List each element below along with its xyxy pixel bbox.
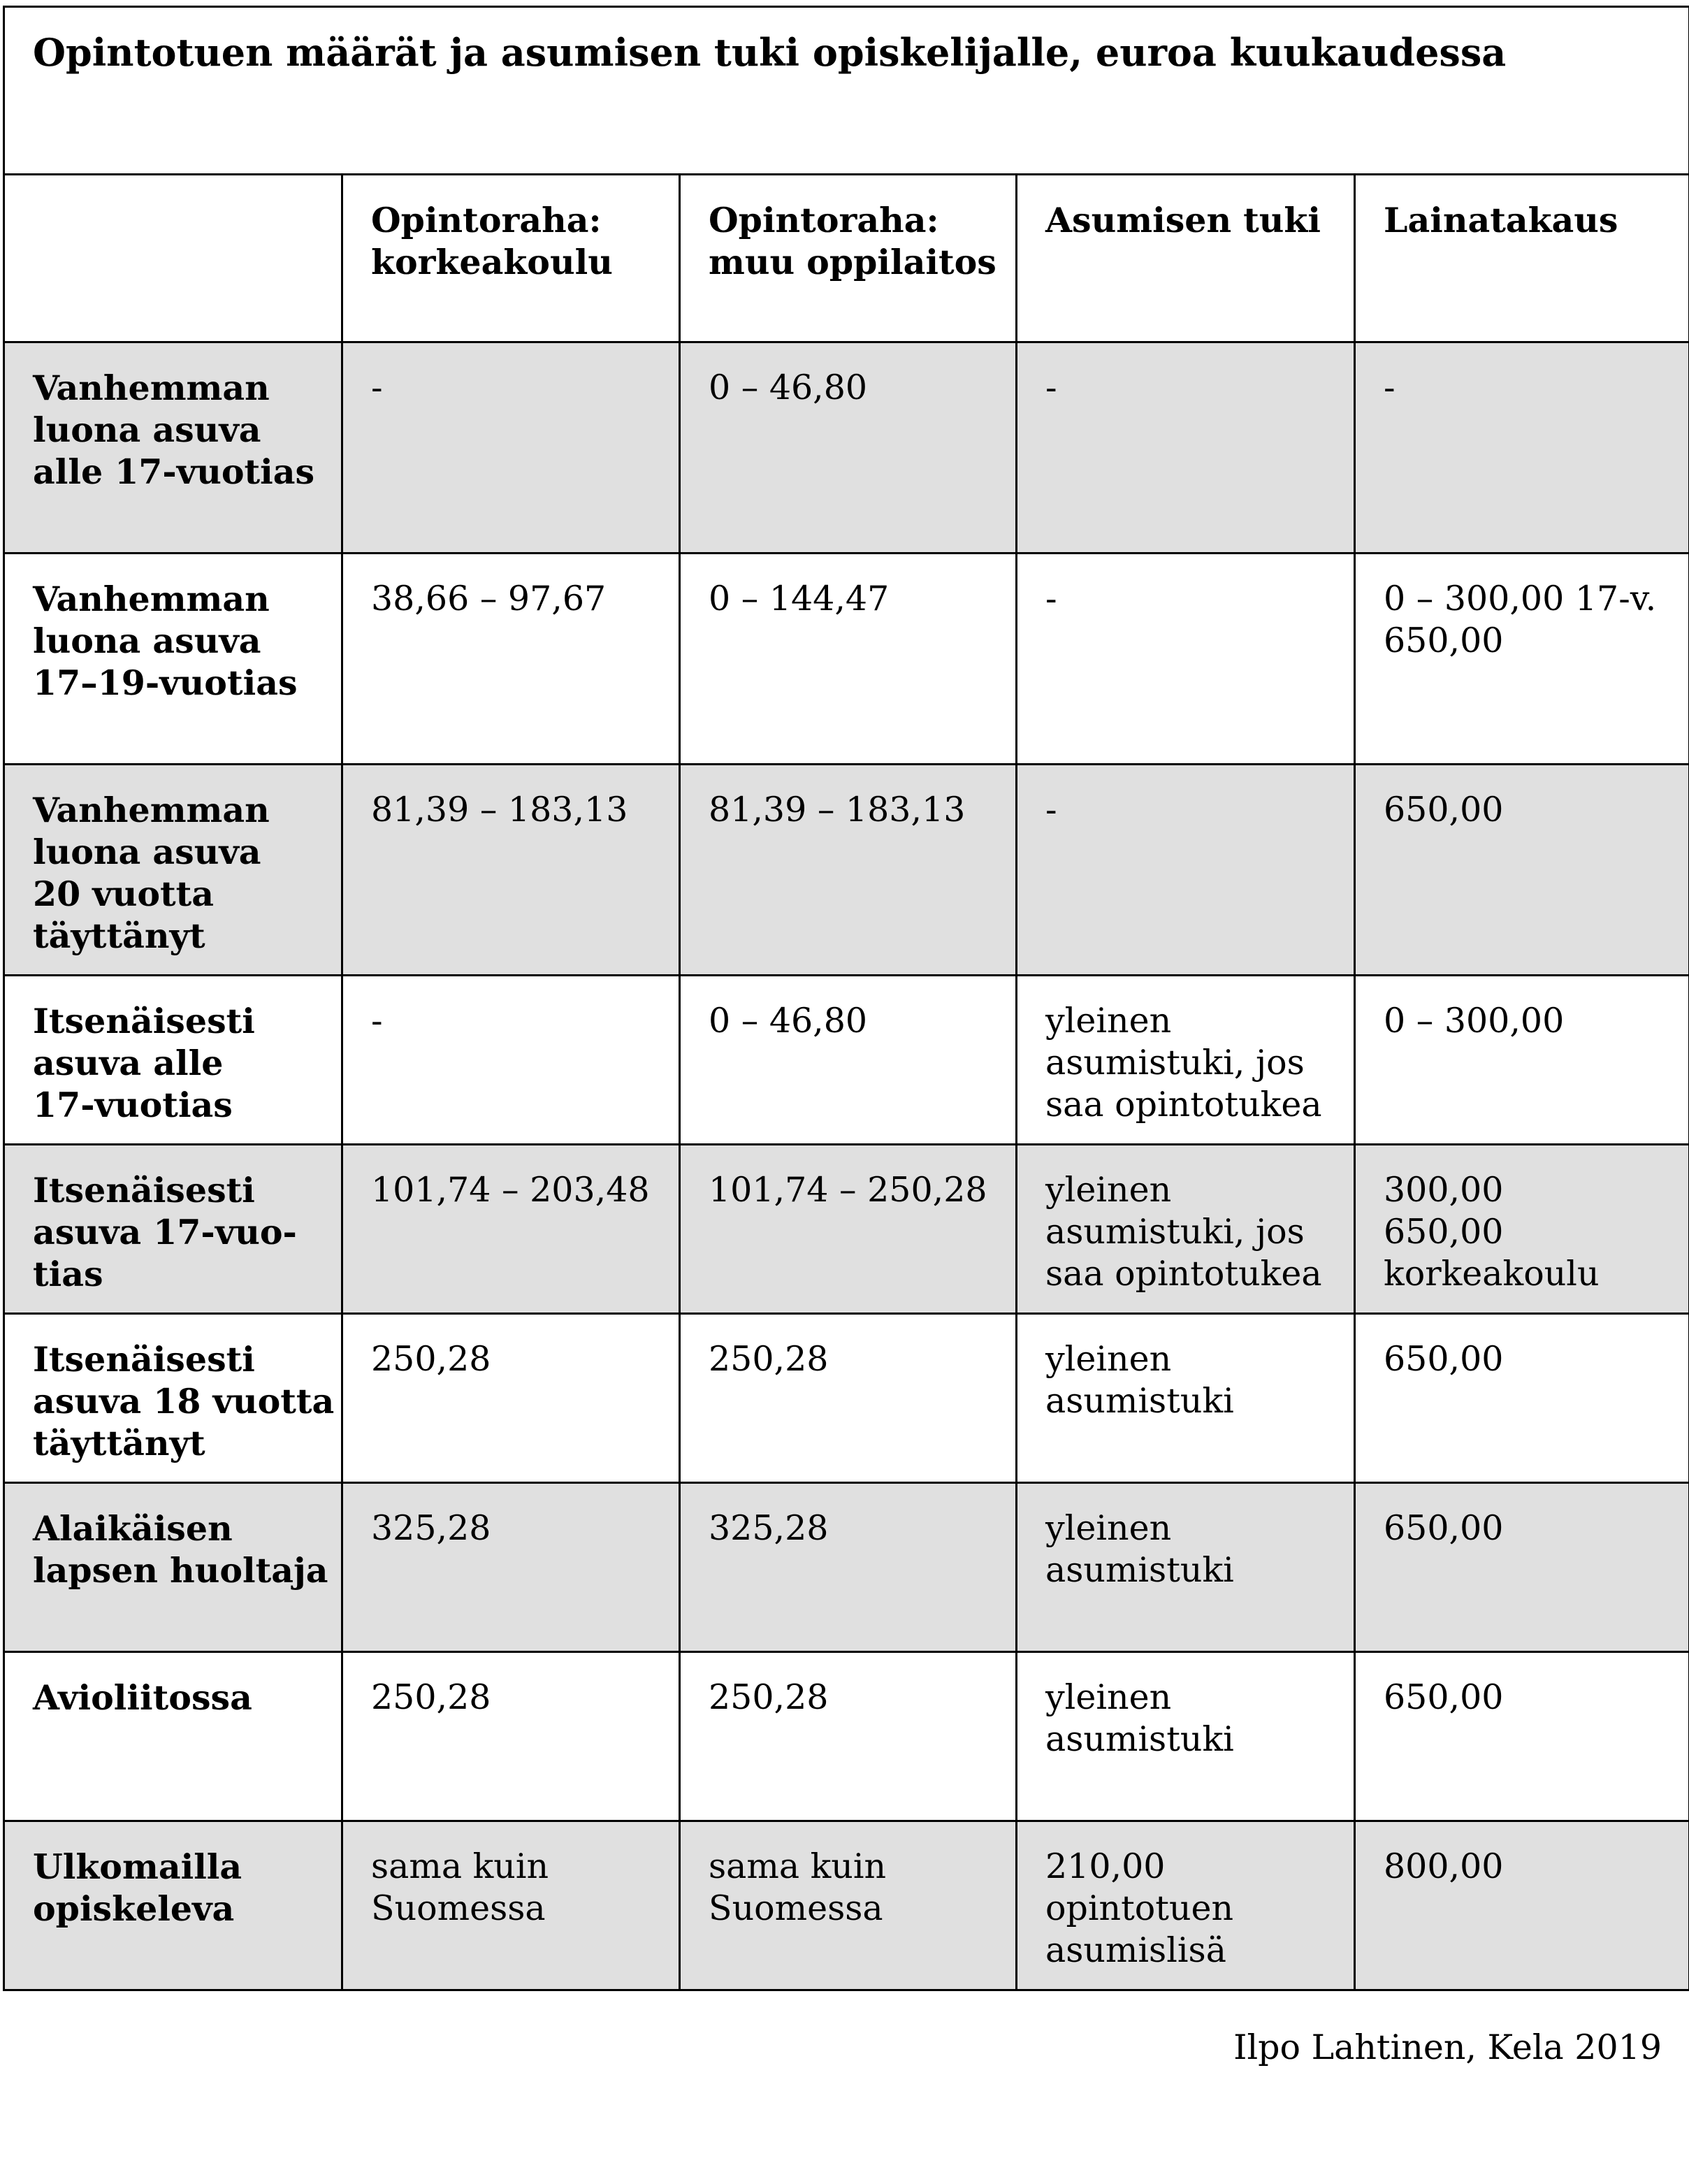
table-cell	[1355, 342, 1689, 554]
cell-value-line: yleinen	[1045, 1339, 1172, 1379]
table-cell	[1355, 1652, 1689, 1821]
cell-value-line: 250,28	[371, 1677, 491, 1717]
cell-value-line: 0 – 300,00 17-v.	[1384, 579, 1657, 619]
table-row	[4, 1314, 1689, 1483]
cell-value-line: Suomessa	[371, 1888, 546, 1928]
row-label-cell	[4, 1821, 342, 1990]
row-label-cell	[4, 1145, 342, 1314]
cell-value-line: 0 – 300,00	[1384, 1001, 1565, 1041]
table-cell	[1355, 1145, 1689, 1314]
table-cell	[342, 554, 680, 765]
source-credit: Ilpo Lahtinen, Kela 2019	[1233, 2027, 1662, 2067]
table-cell	[1355, 554, 1689, 765]
cell-value-line: 650,00	[1384, 1508, 1504, 1548]
table-cell	[680, 1314, 1017, 1483]
column-header-line: Lainatakaus	[1384, 200, 1618, 240]
table-cell	[342, 976, 680, 1145]
row-label-line: luona asuva	[33, 832, 261, 872]
row-label-cell	[4, 976, 342, 1145]
cell-value-line: -	[1045, 579, 1057, 619]
cell-value-line: sama kuin	[709, 1846, 887, 1886]
table-cell	[1355, 1821, 1689, 1990]
table-row	[4, 554, 1689, 765]
row-label-line: 20 vuotta	[33, 874, 215, 914]
cell-value-line: asumistuki, jos	[1045, 1212, 1305, 1252]
table-cell	[680, 765, 1017, 976]
column-header	[342, 175, 680, 342]
row-label-line: Itsenäisesti	[33, 1170, 255, 1210]
header-row	[4, 175, 1689, 342]
cell-value-line: yleinen	[1045, 1170, 1172, 1210]
table-cell	[342, 1483, 680, 1652]
row-label-line: opiskeleva	[33, 1888, 235, 1929]
row-label-line: lapsen huoltaja	[33, 1550, 328, 1591]
cell-value-line: yleinen	[1045, 1001, 1172, 1041]
cell-value-line: 250,28	[709, 1677, 829, 1717]
cell-value-line: korkeakoulu	[1384, 1254, 1600, 1294]
table-cell	[1017, 765, 1355, 976]
table-title: Opintotuen määrät ja asumisen tuki opiskelijalle, euroa kuukaudessa	[4, 7, 1689, 175]
row-label-line: täyttänyt	[33, 916, 205, 956]
cell-value-line: saa opintotukea	[1045, 1085, 1322, 1124]
table-cell	[1017, 554, 1355, 765]
cell-value-line: 650,00	[1384, 1677, 1504, 1717]
row-label-line: asuva 18 vuotta	[33, 1381, 335, 1422]
table-cell	[342, 342, 680, 554]
cell-value-line: asumistuki	[1045, 1719, 1234, 1759]
table-cell	[680, 1821, 1017, 1990]
table-cell	[342, 1821, 680, 1990]
table-cell	[1017, 1145, 1355, 1314]
header-cell-empty	[4, 175, 342, 342]
column-header-line: muu oppilaitos	[709, 242, 996, 282]
row-label-line: alle 17-vuotias	[33, 451, 315, 492]
row-label-line: asuva 17-vuo-	[33, 1212, 297, 1252]
column-header	[1355, 175, 1689, 342]
row-label-line: tias	[33, 1254, 103, 1294]
row-label-cell	[4, 554, 342, 765]
table-cell	[1355, 976, 1689, 1145]
row-label-cell	[4, 1314, 342, 1483]
row-label-line: 17–19-vuotias	[33, 663, 298, 703]
table-cell	[342, 1652, 680, 1821]
cell-value-line: sama kuin	[371, 1846, 549, 1886]
column-header	[1017, 175, 1355, 342]
table-cell	[1017, 342, 1355, 554]
cell-value-line: asumistuki	[1045, 1550, 1234, 1590]
table-cell	[1017, 1652, 1355, 1821]
cell-value-line: 300,00	[1384, 1170, 1504, 1210]
table-row	[4, 1483, 1689, 1652]
cell-value-line: opintotuen	[1045, 1888, 1234, 1928]
table-row	[4, 1821, 1689, 1990]
cell-value-line: saa opintotukea	[1045, 1254, 1322, 1294]
cell-value-line: 101,74 – 203,48	[371, 1170, 650, 1210]
cell-value-line: 38,66 – 97,67	[371, 579, 607, 619]
row-label-line: asuva alle	[33, 1043, 224, 1083]
cell-value-line: 0 – 144,47	[709, 579, 890, 619]
cell-value-line: -	[1384, 368, 1396, 407]
cell-value-line: 325,28	[371, 1508, 491, 1548]
cell-value-line: 650,00	[1384, 790, 1504, 830]
row-label-line: luona asuva	[33, 621, 261, 661]
table-row	[4, 976, 1689, 1145]
row-label-line: Avioliitossa	[33, 1677, 252, 1718]
cell-value-line: -	[371, 368, 383, 407]
column-header-line: korkeakoulu	[371, 242, 613, 282]
title-row	[4, 7, 1689, 175]
row-label-cell	[4, 1652, 342, 1821]
row-label-line: täyttänyt	[33, 1423, 205, 1463]
table-cell	[1355, 1483, 1689, 1652]
row-label-cell	[4, 765, 342, 976]
cell-value-line: -	[1045, 790, 1057, 830]
table-cell	[680, 1652, 1017, 1821]
cell-value-line: 0 – 46,80	[709, 1001, 868, 1041]
cell-value-line: Suomessa	[709, 1888, 883, 1928]
cell-value-line: 325,28	[709, 1508, 829, 1548]
cell-value-line: 81,39 – 183,13	[709, 790, 966, 830]
cell-value-line: 81,39 – 183,13	[371, 790, 628, 830]
column-header-line: Opintoraha:	[371, 200, 602, 240]
row-label-line: Itsenäisesti	[33, 1339, 255, 1380]
student-support-table	[3, 6, 1689, 1991]
document-page	[3, 6, 1688, 2067]
row-label-line: Vanhemman	[33, 368, 270, 408]
cell-value-line: yleinen	[1045, 1508, 1172, 1548]
table-cell	[680, 554, 1017, 765]
table-cell	[1017, 976, 1355, 1145]
cell-value-line: 250,28	[709, 1339, 829, 1379]
cell-value-line: asumistuki, jos	[1045, 1043, 1305, 1083]
row-label-line: luona asuva	[33, 410, 261, 450]
cell-value-line: asumislisä	[1045, 1930, 1226, 1970]
cell-value-line: 800,00	[1384, 1846, 1504, 1886]
cell-value-line: 0 – 46,80	[709, 368, 868, 407]
table-cell	[1017, 1821, 1355, 1990]
cell-value-line: 650,00	[1384, 621, 1504, 660]
cell-value-line: 210,00	[1045, 1846, 1166, 1886]
column-header-line: Opintoraha:	[709, 200, 939, 240]
row-label-line: 17-vuotias	[33, 1085, 233, 1125]
cell-value-line: 250,28	[371, 1339, 491, 1379]
table-cell	[680, 1145, 1017, 1314]
column-header-line: Asumisen tuki	[1045, 200, 1321, 240]
row-label-line: Ulkomailla	[33, 1846, 242, 1887]
row-label-cell	[4, 342, 342, 554]
table-cell	[680, 1483, 1017, 1652]
table-row	[4, 765, 1689, 976]
table-cell	[342, 1314, 680, 1483]
cell-value-line: 650,00	[1384, 1339, 1504, 1379]
table-cell	[1355, 1314, 1689, 1483]
row-label-line: Itsenäisesti	[33, 1001, 255, 1041]
table-row	[4, 1652, 1689, 1821]
cell-value-line: yleinen	[1045, 1677, 1172, 1717]
cell-value-line: -	[371, 1001, 383, 1041]
cell-value-line: asumistuki	[1045, 1381, 1234, 1421]
row-label-cell	[4, 1483, 342, 1652]
cell-value-line: -	[1045, 368, 1057, 407]
table-cell	[680, 342, 1017, 554]
column-header	[680, 175, 1017, 342]
row-label-line: Vanhemman	[33, 579, 270, 619]
table-cell	[342, 765, 680, 976]
table-cell	[342, 1145, 680, 1314]
table-row	[4, 342, 1689, 554]
table-cell	[1017, 1314, 1355, 1483]
cell-value-line: 101,74 – 250,28	[709, 1170, 987, 1210]
cell-value-line: 650,00	[1384, 1212, 1504, 1252]
table-cell	[1355, 765, 1689, 976]
table-cell	[680, 976, 1017, 1145]
row-label-line: Vanhemman	[33, 790, 270, 830]
table-row	[4, 1145, 1689, 1314]
row-label-line: Alaikäisen	[33, 1508, 233, 1549]
table-cell	[1017, 1483, 1355, 1652]
